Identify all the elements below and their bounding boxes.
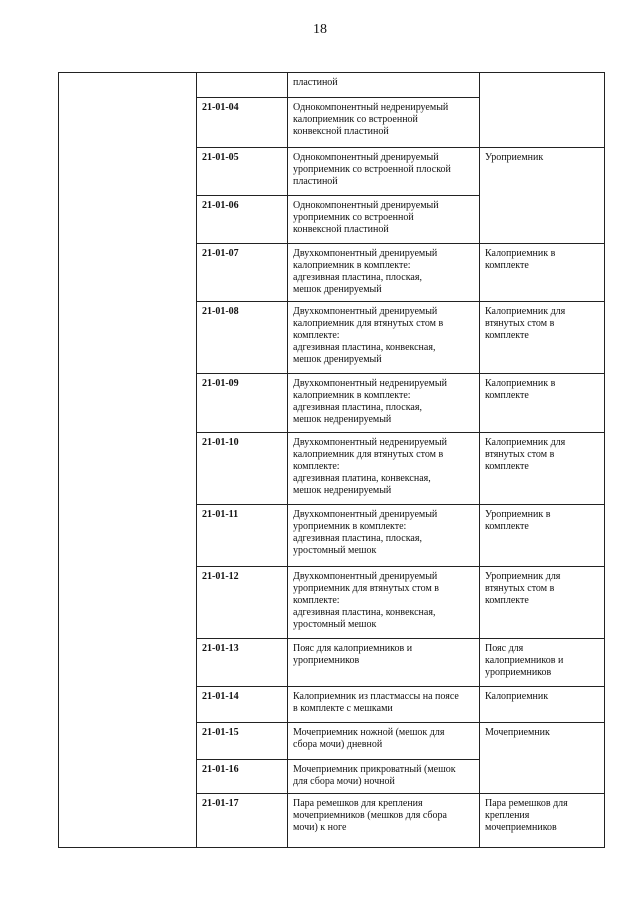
group-line: крепления [485, 810, 530, 821]
group-line: Уроприемник для [485, 571, 561, 582]
item-description [288, 639, 480, 687]
description-line: мешок дренируемый [293, 284, 382, 295]
description-line: адгезивная пластина, конвексная, [293, 342, 436, 353]
item-description [288, 73, 480, 98]
group-line: втянутых стом в [485, 583, 555, 594]
group-line: уроприемников [485, 667, 552, 678]
description-line: мешок дренируемый [293, 354, 382, 365]
item-code: 21-01-08 [197, 302, 288, 374]
group-line: комплекте [485, 461, 529, 472]
description-line: калоприемник для втянутых стом в [293, 318, 444, 329]
description-line: Калоприемник из пластмассы на поясе [293, 691, 459, 702]
item-description [288, 433, 480, 505]
device-table [58, 72, 605, 848]
description-line: калоприемник со встроенной [293, 114, 418, 125]
description-line: адгезивная пластина, плоская, [293, 272, 422, 283]
item-group [480, 723, 605, 794]
item-group [480, 794, 605, 848]
item-code: 21-01-04 [197, 98, 288, 148]
description-line: Пара ремешков для крепления [293, 798, 423, 809]
item-group [480, 567, 605, 639]
description-line: Двухкомпонентный недренируемый [293, 437, 447, 448]
description-line: калоприемник в комплекте: [293, 390, 411, 401]
description-line: сбора мочи) дневной [293, 739, 383, 750]
description-line: Мочеприемник ножной (мешок для [293, 727, 445, 738]
description-line: калоприемник в комплекте: [293, 260, 411, 271]
group-line: Пояс для [485, 643, 524, 654]
page-number: 18 [313, 22, 327, 37]
description-line: конвексной пластиной [293, 224, 389, 235]
item-description [288, 196, 480, 244]
item-code: 21-01-11 [197, 505, 288, 567]
item-code [197, 73, 288, 98]
item-group [480, 302, 605, 374]
group-line: Пара ремешков для [485, 798, 568, 809]
item-group [480, 639, 605, 687]
description-line: комплекте: [293, 330, 340, 341]
group-line: калоприемников и [485, 655, 564, 666]
description-line: Однокомпонентный дренируемый [293, 200, 439, 211]
group-line: комплекте [485, 390, 529, 401]
description-line: Двухкомпонентный дренируемый [293, 571, 438, 582]
description-line: пластиной [293, 77, 338, 88]
item-description [288, 505, 480, 567]
item-description [288, 302, 480, 374]
group-line: комплекте [485, 521, 529, 532]
description-line: уроприемник со встроенной [293, 212, 414, 223]
description-line: мочеприемников (мешков для сбора [293, 810, 447, 821]
item-code: 21-01-13 [197, 639, 288, 687]
item-group [480, 433, 605, 505]
description-line: адгезивная пластина, плоская, [293, 402, 422, 413]
blank-left-column [59, 73, 197, 848]
description-line: Двухкомпонентный недренируемый [293, 378, 447, 389]
group-line: Уроприемник в [485, 509, 551, 520]
item-code: 21-01-14 [197, 687, 288, 723]
description-line: уроприемников [293, 655, 360, 666]
description-line: Двухкомпонентный дренируемый [293, 509, 438, 520]
description-line: Мочеприемник прикроватный (мешок [293, 764, 456, 775]
item-code: 21-01-05 [197, 148, 288, 196]
description-line: адгезивная пластина, плоская, [293, 533, 422, 544]
item-code: 21-01-10 [197, 433, 288, 505]
description-line: уроприемник для втянутых стом в [293, 583, 439, 594]
item-code: 21-01-15 [197, 723, 288, 760]
item-description [288, 98, 480, 148]
description-line: уроприемник в комплекте: [293, 521, 407, 532]
item-group [480, 148, 605, 244]
item-code: 21-01-09 [197, 374, 288, 433]
group-line: Мочеприемник [485, 727, 550, 738]
description-line: Пояс для калоприемников и [293, 643, 413, 654]
description-line: пластиной [293, 176, 338, 187]
item-description [288, 760, 480, 794]
description-line: Двухкомпонентный дренируемый [293, 306, 438, 317]
description-line: комплекте: [293, 461, 340, 472]
item-code: 21-01-07 [197, 244, 288, 302]
item-description [288, 148, 480, 196]
group-line: Калоприемник [485, 691, 549, 702]
item-group [480, 374, 605, 433]
item-description [288, 374, 480, 433]
description-line: комплекте: [293, 595, 340, 606]
group-line: комплекте [485, 260, 529, 271]
table-body [59, 73, 605, 848]
item-code: 21-01-12 [197, 567, 288, 639]
description-line: уростомный мешок [293, 619, 377, 630]
group-line: комплекте [485, 330, 529, 341]
item-description [288, 723, 480, 760]
description-line: адгезивная платина, конвексная, [293, 473, 431, 484]
table-row [59, 73, 605, 98]
description-line: Двухкомпонентный дренируемый [293, 248, 438, 259]
description-line: мешок недренируемый [293, 414, 392, 425]
group-line: Калоприемник в [485, 378, 556, 389]
item-group [480, 687, 605, 723]
item-code: 21-01-16 [197, 760, 288, 794]
group-line: мочеприемников [485, 822, 557, 833]
group-line: втянутых стом в [485, 449, 555, 460]
description-line: адгезивная пластина, конвексная, [293, 607, 436, 618]
group-line: втянутых стом в [485, 318, 555, 329]
description-line: Однокомпонентный недренируемый [293, 102, 449, 113]
item-code: 21-01-17 [197, 794, 288, 848]
item-description [288, 687, 480, 723]
description-line: уростомный мешок [293, 545, 377, 556]
item-group [480, 244, 605, 302]
group-line: комплекте [485, 595, 529, 606]
item-group [480, 505, 605, 567]
description-line: в комплекте с мешками [293, 703, 393, 714]
description-line: калоприемник для втянутых стом в [293, 449, 444, 460]
item-group [480, 73, 605, 148]
description-line: конвексной пластиной [293, 126, 389, 137]
group-line: Калоприемник в [485, 248, 556, 259]
description-line: мочи) к ноге [293, 822, 347, 833]
description-line: мешок недренируемый [293, 485, 392, 496]
item-description [288, 794, 480, 848]
description-line: Однокомпонентный дренируемый [293, 152, 439, 163]
item-description [288, 567, 480, 639]
item-code: 21-01-06 [197, 196, 288, 244]
group-line: Уроприемник [485, 152, 544, 163]
group-line: Калоприемник для [485, 437, 566, 448]
group-line: Калоприемник для [485, 306, 566, 317]
description-line: для сбора мочи) ночной [293, 776, 395, 787]
description-line: уроприемник со встроенной плоской [293, 164, 451, 175]
item-description [288, 244, 480, 302]
